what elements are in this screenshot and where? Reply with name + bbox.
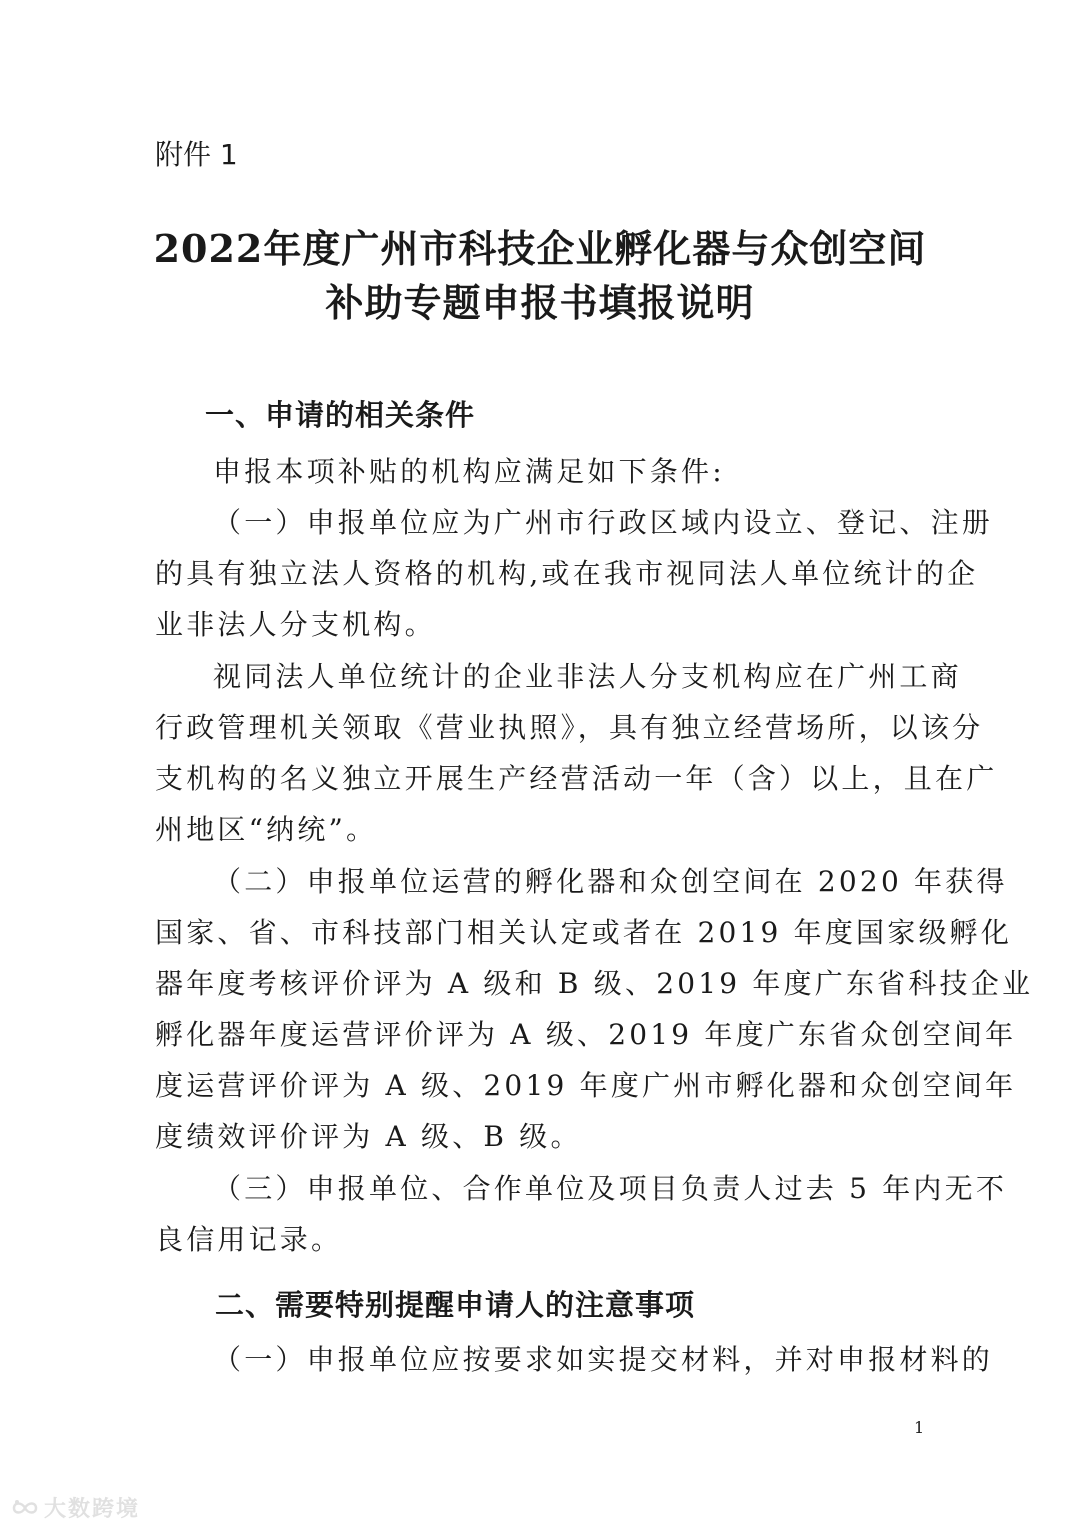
document-title-line-2: 补助专题申报书填报说明 <box>325 280 755 325</box>
page-number: 1 <box>914 1418 925 1437</box>
paragraph-line: （二）申报单位运营的孵化器和众创空间在 2020 年获得 <box>213 865 1008 898</box>
watermark-text: 大数跨境 <box>44 1497 141 1522</box>
paragraph-line: 国家、省、市科技部门相关认定或者在 2019 年度国家级孵化 <box>155 916 1013 949</box>
paragraph-line: 申报本项补贴的机构应满足如下条件: <box>213 455 725 488</box>
watermark <box>10 1492 140 1523</box>
section-2-heading: 二、需要特别提醒申请人的注意事项 <box>215 1288 696 1322</box>
document-title-line-1: 2022年度广州市科技企业孵化器与众创空间 <box>153 226 927 271</box>
section-1-heading: 一、申请的相关条件 <box>205 398 476 432</box>
paragraph-line: 器年度考核评价评为 A 级和 B 级、2019 年度广东省科技企业 <box>155 967 1034 1000</box>
paragraph-line: （一）申报单位应按要求如实提交材料，并对申报材料的 <box>213 1343 994 1376</box>
paragraph-line: 行政管理机关领取《营业执照》，具有独立经营场所，以该分 <box>155 711 984 744</box>
paragraph-line: 州地区“纳统”。 <box>155 813 378 846</box>
paragraph-line: （三）申报单位、合作单位及项目负责人过去 5 年内无不 <box>213 1172 1008 1205</box>
paragraph-line: 业非法人分支机构。 <box>155 608 436 641</box>
infinity-logo-icon <box>10 1497 40 1519</box>
paragraph-line: 视同法人单位统计的企业非法人分支机构应在广州工商 <box>213 660 962 693</box>
paragraph-line: 良信用记录。 <box>155 1223 343 1256</box>
paragraph-line: 孵化器年度运营评价评为 A 级、2019 年度广东省众创空间年 <box>155 1018 1017 1051</box>
paragraph-line: （一）申报单位应为广州市行政区域内设立、登记、注册 <box>213 506 994 539</box>
paragraph-line: 度运营评价评为 A 级、2019 年度广州市孵化器和众创空间年 <box>155 1069 1017 1102</box>
paragraph-line: 的具有独立法人资格的机构,或在我市视同法人单位统计的企 <box>155 557 979 590</box>
paragraph-line: 度绩效评价评为 A 级、B 级。 <box>155 1120 582 1153</box>
paragraph-line: 支机构的名义独立开展生产经营活动一年（含）以上，且在广 <box>155 762 998 795</box>
attachment-label: 附件 1 <box>155 138 238 171</box>
